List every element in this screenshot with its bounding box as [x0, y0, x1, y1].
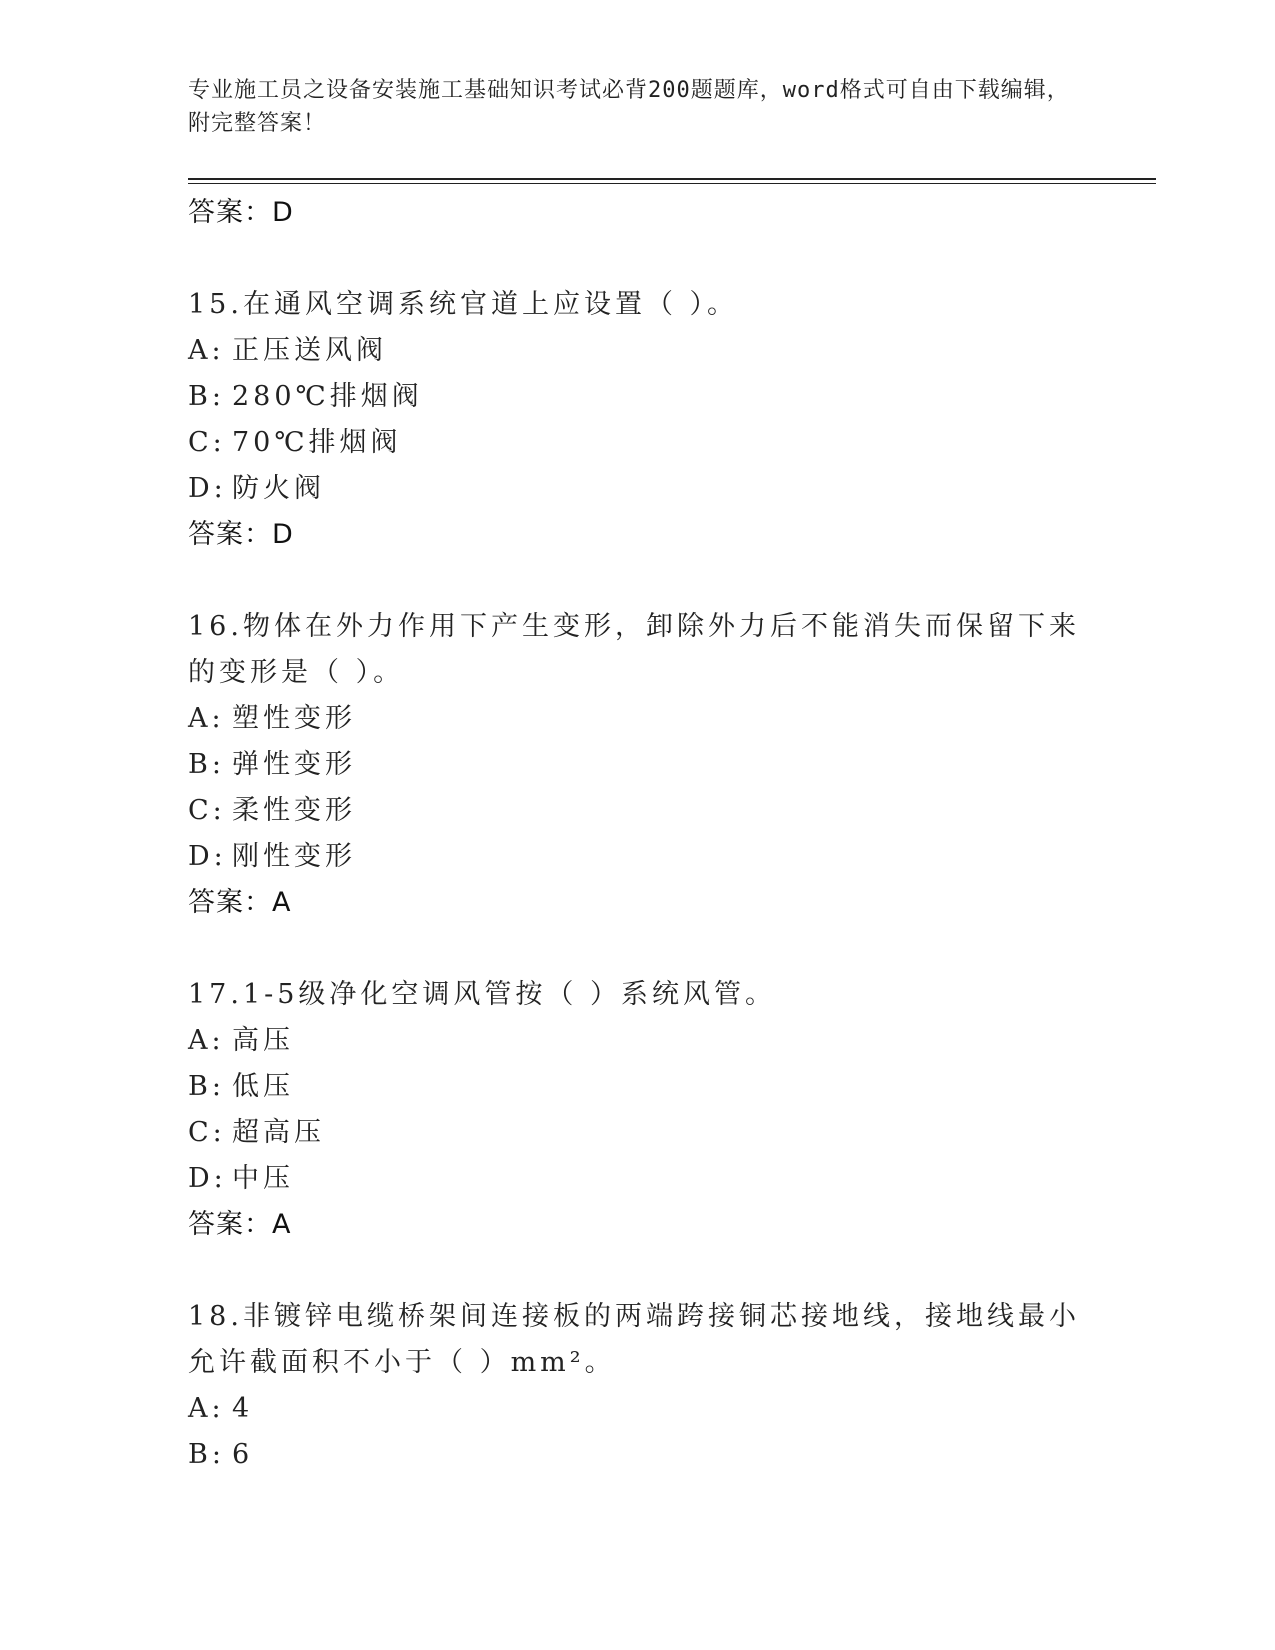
option-key: D:: [188, 473, 227, 504]
header-divider-thin: [188, 183, 1156, 184]
option-key: B:: [188, 1439, 225, 1470]
option-key: A:: [188, 1025, 225, 1056]
option-key: A:: [188, 335, 225, 366]
option-key: B:: [188, 749, 225, 780]
question-stem: 15.在通风空调系统官道上应设置（ ）。: [188, 289, 739, 320]
option-text: 弹性变形: [232, 749, 356, 780]
option-d: [188, 1156, 1088, 1202]
question-17: [188, 972, 1088, 1248]
question-list: [188, 190, 1088, 1478]
option-c: [188, 1110, 1088, 1156]
question-16: [188, 604, 1088, 926]
question-stem: 16.物体在外力作用下产生变形，卸除外力后不能消失而保留下来的变形是（ ）。: [188, 611, 1080, 688]
option-b: [188, 742, 1088, 788]
answer-line: 答案：A: [188, 887, 292, 918]
option-b: [188, 1064, 1088, 1110]
previous-answer: 答案：D: [188, 197, 294, 228]
option-key: A:: [188, 703, 225, 734]
option-key: D:: [188, 841, 227, 872]
option-key: B:: [188, 1071, 225, 1102]
question-15: [188, 282, 1088, 558]
option-text: 防火阀: [232, 473, 325, 504]
option-key: D:: [188, 1163, 227, 1194]
option-text: 刚性变形: [232, 841, 356, 872]
option-text: 塑性变形: [232, 703, 356, 734]
question-stem: 17.1-5级净化空调风管按（ ）系统风管。: [188, 979, 777, 1010]
option-c: [188, 420, 1088, 466]
option-text: 70℃排烟阀: [232, 427, 402, 458]
header-divider: [188, 178, 1156, 180]
option-text: 正压送风阀: [232, 335, 387, 366]
option-key: A:: [188, 1393, 225, 1424]
option-key: C:: [188, 795, 226, 826]
option-text: 高压: [232, 1025, 294, 1056]
option-key: C:: [188, 1117, 226, 1148]
answer-line: 答案：A: [188, 1209, 292, 1240]
option-text: 低压: [232, 1071, 294, 1102]
document-header: 专业施工员之设备安装施工基础知识考试必背200题题库，word格式可自由下载编辑，附完整答案！: [188, 78, 1070, 136]
option-a: [188, 1386, 1088, 1432]
option-text: 超高压: [232, 1117, 325, 1148]
option-key: B:: [188, 381, 225, 412]
answer-line: 答案：D: [188, 519, 294, 550]
option-text: 4: [232, 1393, 254, 1424]
option-a: [188, 328, 1088, 374]
option-d: [188, 466, 1088, 512]
option-text: 6: [232, 1439, 254, 1470]
option-b: [188, 374, 1088, 420]
option-a: [188, 1018, 1088, 1064]
option-text: 280℃排烟阀: [232, 381, 423, 412]
option-b: [188, 1432, 1088, 1478]
option-d: [188, 834, 1088, 880]
option-key: C:: [188, 427, 226, 458]
option-text: 中压: [232, 1163, 294, 1194]
option-c: [188, 788, 1088, 834]
option-text: 柔性变形: [232, 795, 356, 826]
question-stem: 18.非镀锌电缆桥架间连接板的两端跨接铜芯接地线，接地线最小允许截面积不小于（ ）mm²。: [188, 1301, 1080, 1378]
option-a: [188, 696, 1088, 742]
question-18: [188, 1294, 1088, 1478]
